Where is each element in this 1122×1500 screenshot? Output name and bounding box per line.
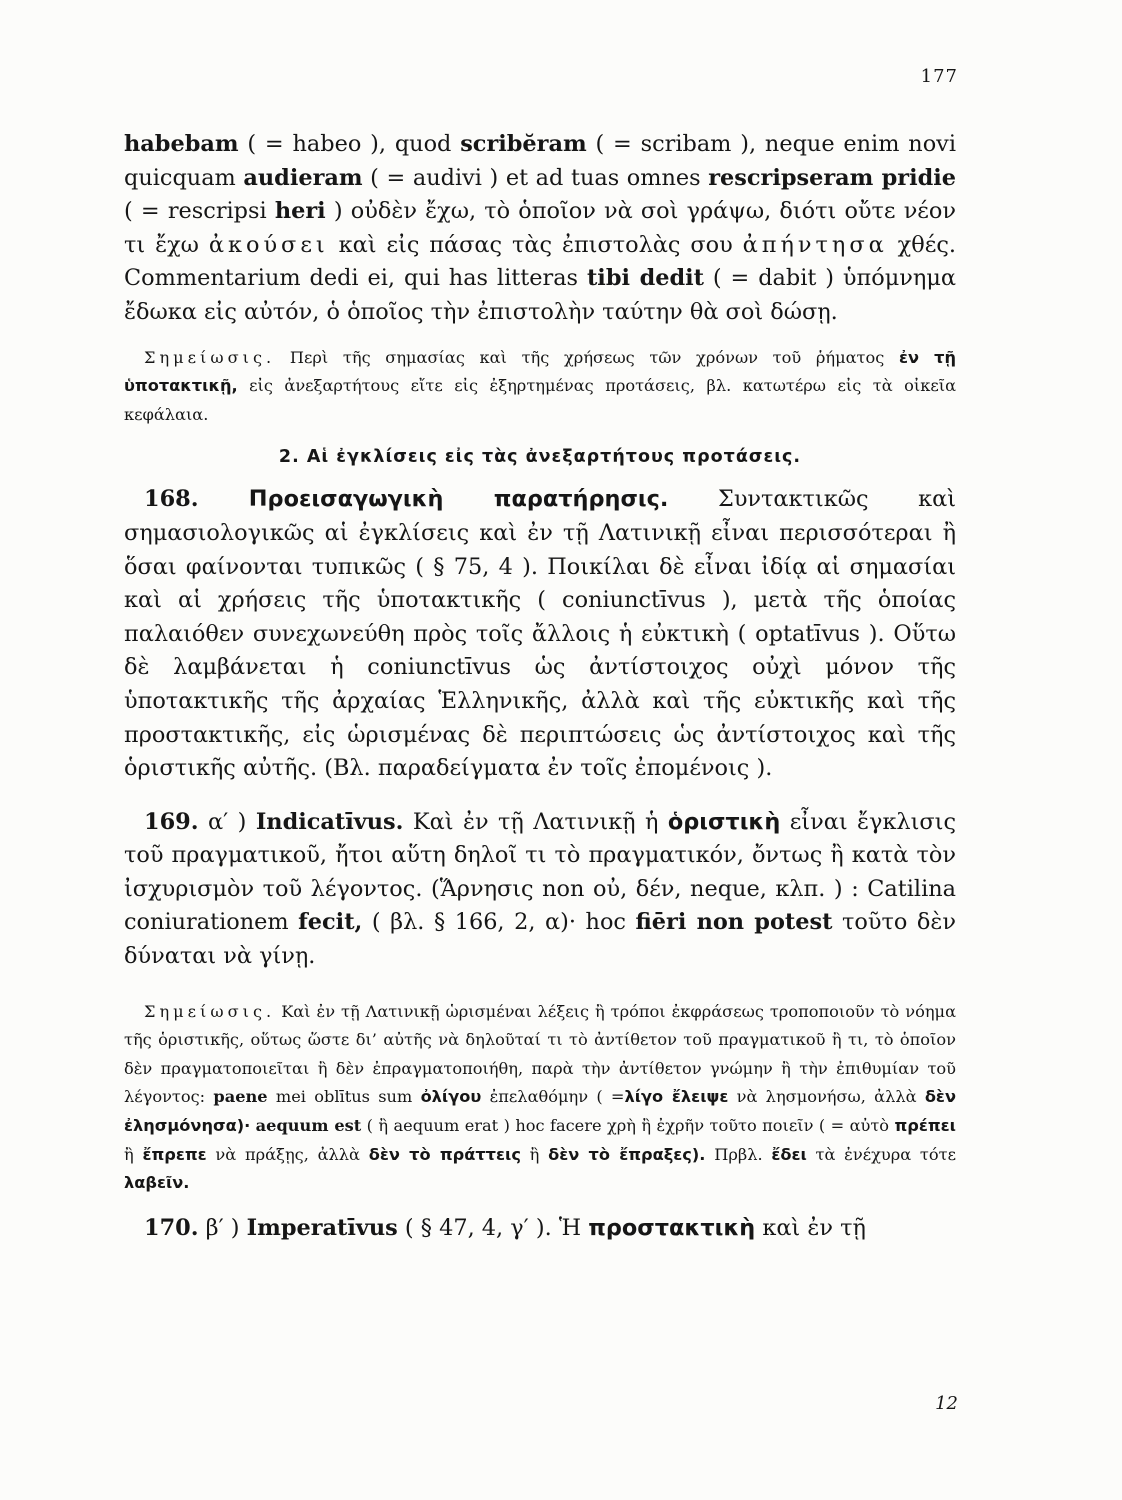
paragraph-continuation [124, 128, 956, 330]
note-paragraph [124, 998, 956, 1198]
latin-term: tibi dedit [586, 265, 704, 292]
latin-term: heri [274, 198, 326, 225]
paragraph-title: Indicatīvus. [255, 808, 404, 835]
bold-term: δὲν ἐλησμόνησα)· [124, 1087, 956, 1136]
bold-term: ὀλίγου [420, 1087, 482, 1107]
latin-term: aequum est [255, 1116, 362, 1136]
text-run: ( βλ. § 166, 2, α)· hoc [362, 909, 636, 936]
text-run: α′ ) [198, 808, 256, 835]
text-run: ἢ [124, 1144, 143, 1164]
paragraph-170 [124, 1212, 956, 1246]
paragraph-title: Προεισαγωγικὴ παρατήρησις. [198, 486, 669, 513]
bold-term: λίγο ἔλειψε [624, 1087, 729, 1107]
sheet-signature-mark: 12 [935, 1393, 958, 1414]
text-run: ( = habeo ), quod [238, 131, 461, 157]
text-run: ( = rescripsi [124, 198, 275, 225]
note-label: Σημείωσις. [144, 1001, 276, 1021]
latin-term: habebam [124, 131, 239, 157]
note-paragraph [124, 344, 956, 430]
bold-term: δὲν τὸ ἔπραξες). [548, 1144, 706, 1164]
text-run: mei oblītus sum [267, 1087, 421, 1107]
text-run: εἰς ἀνεξαρτήτους εἴτε εἰς ἐξηρτημένας προτάσεις, βλ. κατωτέρω εἰς τὰ οἰκεῖα κεφάλαια. [124, 376, 956, 424]
bold-term: ἔπρεπε [142, 1144, 207, 1164]
text-run: καὶ ἐν τῇ [755, 1214, 866, 1241]
paragraph-number: 169. [144, 808, 199, 835]
paragraph-169 [124, 806, 956, 974]
text-run: ἢ [520, 1144, 549, 1164]
latin-term: rescripseram pridie [708, 164, 956, 191]
latin-term: paene [213, 1087, 268, 1107]
bold-term: ὁριστικὴ [667, 808, 781, 835]
text-run: Καὶ ἐν τῇ Λατινικῇ ἡ [403, 808, 668, 835]
spaced-word: ἀπήντησα [742, 231, 888, 258]
section-heading: 2. Αἱ ἐγκλίσεις εἰς τὰς ἀνεξαρτήτους προτάσεις. [278, 447, 802, 468]
text-run: τοῦτο δὲν δύναται νὰ γίνῃ. [124, 909, 956, 970]
paragraph-number: 168. [144, 486, 199, 513]
paragraph-title: Imperatīvus [246, 1214, 398, 1241]
text-run: καὶ εἰς πάσας τὰς ἐπιστολὰς σου [328, 231, 743, 258]
paragraph-168 [124, 483, 956, 785]
text-run: ( = dabit ) ὑπόμνημα ἔδωκα εἰς αὐτόν, ὁ ὁποῖος τὴν ἐπιστολὴν ταύτην θὰ σοὶ δώσῃ. [124, 265, 956, 325]
text-run: νὰ λησμονήσω, ἀλλὰ [728, 1087, 925, 1107]
latin-term: fiēri non potest [635, 909, 833, 936]
latin-term: fecit, [298, 909, 363, 936]
text-run: τὰ ἐνέχυρα τότε [806, 1144, 956, 1164]
text-run: εἶναι ἔγκλισις τοῦ πραγματικοῦ, ἤτοι αὕτη δηλοῖ τι τὸ πραγματικόν, ὄντως ἢ κατὰ τὸν ἰσχυρισμὸν τοῦ λέγοντος. (Ἅρνησις non οὐ, δέν, neque, κλπ. ) : Catilina coniurationem [124, 808, 957, 936]
bold-term: λαβεῖν. [124, 1173, 190, 1193]
page-text [124, 128, 956, 1245]
text-run: ( ἢ aequum erat ) hoc facere χρὴ ἢ ἐχρῆν τοῦτο ποιεῖν ( = αὐτὸ [361, 1116, 895, 1136]
text-run: χθές. Commentarium dedi ei, qui has litteras [124, 231, 956, 292]
text-run: Καὶ ἐν τῇ Λατινικῇ ὡρισμέναι λέξεις ἢ τρόποι ἐκφράσεως τροποποιοῦν τὸ νόημα τῆς ὁριστικῆς, οὕτως ὥστε δι’ αὐτῆς νὰ δηλοῦταί τι τὸ ἀντίθετον τοῦ πραγματικοῦ ἢ τι, τὸ ὁποῖον δὲν πραγματοποιεῖται ἢ δὲν ἐπραγματοποιήθη, παρὰ τὴν ἀντίθετον γνώμην ἢ τὴν ἐπιθυμίαν τοῦ λέγοντος: [124, 1001, 956, 1107]
note-label: Σημείωσις. [144, 347, 276, 367]
bold-term: δὲν τὸ πράττεις [368, 1144, 521, 1164]
paragraph-number: 170. [144, 1214, 199, 1241]
text-run: Πρβλ. [705, 1144, 772, 1164]
bold-term: ἔδει [771, 1144, 807, 1164]
text-run: ἐπελαθόμην ( = [481, 1087, 625, 1107]
spaced-word: ἀκούσει [208, 231, 329, 258]
text-run: Συντακτικῶς καὶ σημασιολογικῶς αἱ ἐγκλίσεις καὶ ἐν τῇ Λατινικῇ εἶναι περισσότεραι ἢ ὅσαι φαίνονται τυπικῶς ( § 75, 4 ). Ποικίλαι δὲ εἶναι ἰδίᾳ αἱ σημασίαι καὶ αἱ χρήσεις τῆς ὑποτακτικῆς ( coniunctīvus ), μετὰ τῆς ὁποίας παλαιόθεν συνεχωνεύθη πρὸς τοῖς ἄλλοις ἡ εὐκτικὴ ( optatīvus ). Οὕτω δὲ λαμβάνεται ἡ coniunctīvus ὡς ἀντίστοιχος οὐχὶ μόνον τῆς ὑποτακτικῆς τῆς ἀρχαίας Ἑλληνικῆς, ἀλλὰ καὶ τῆς εὐκτικῆς καὶ τῆς προστακτικῆς, εἰς ὡρισμένας δὲ περιπτώσεις ὡς ἀντίστοιχος καὶ τῆς ὁριστικῆς αὐτῆς. (Βλ. παραδείγματα ἐν τοῖς ἐπομένοις ). [124, 486, 956, 782]
bold-term: πρέπει [894, 1116, 956, 1136]
latin-term: audieram [243, 164, 363, 191]
bold-term: ἐν τῇ ὑποτακτικῇ, [124, 347, 956, 396]
bold-term: προστακτικὴ [588, 1214, 756, 1241]
text-run: ( § 47, 4, γ′ ). Ἡ [397, 1214, 589, 1241]
latin-term: scribĕram [460, 131, 587, 157]
text-run: ( = audivi ) et ad tuas omnes [362, 164, 709, 191]
text-run: ) οὐδὲν ἔχω, τὸ ὁποῖον νὰ σοὶ γράψω, διότι οὔτε νέον τι ἔχω [124, 198, 956, 258]
text-run: Περὶ τῆς σημασίας καὶ τῆς χρήσεως τῶν χρόνων τοῦ ῥήματος [275, 347, 899, 367]
text-run: ( = scribam ), neque enim novi quicquam [124, 131, 956, 191]
text-run: νὰ πράξῃς, ἀλλὰ [206, 1144, 369, 1164]
text-run: β′ ) [198, 1214, 247, 1241]
page-number: 177 [920, 66, 958, 87]
